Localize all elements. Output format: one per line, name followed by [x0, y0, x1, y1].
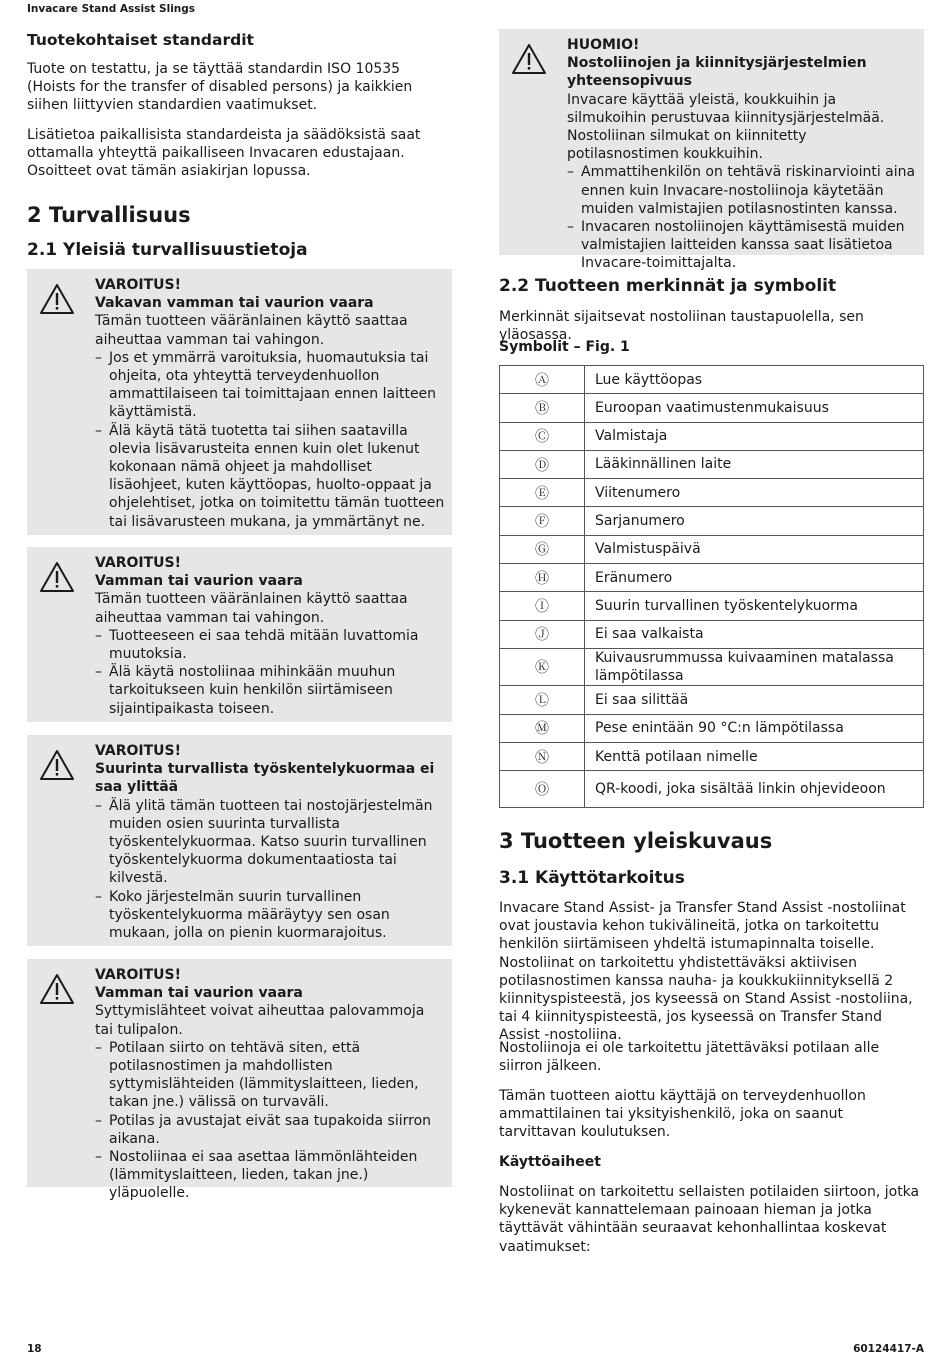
- symbol-label: Lääkinnällinen laite: [585, 450, 924, 478]
- standards-paragraph-1: Tuote on testattu, ja se täyttää standardin ISO 10535 (Hoists for the transfer of disabled persons) ja kaikkien siihen liittyvien standardien vaatimukset.: [27, 61, 413, 114]
- warning-bullet: – Potilas ja avustajat eivät saa tupakoida siirron aikana.: [95, 1112, 432, 1147]
- notice-label: HUOMIO!: [567, 37, 640, 53]
- symbol-row: [500, 479, 924, 507]
- symbol-label: Ei saa valkaista: [585, 620, 924, 648]
- warning-text: Syttymislähteet voivat aiheuttaa palovammoja tai tulipalon.: [95, 1003, 425, 1038]
- warning-triangle-icon: [39, 973, 75, 1005]
- section-3-title: 3 Tuotteen yleiskuvaus: [499, 829, 773, 853]
- symbol-label: Valmistuspäivä: [585, 535, 924, 563]
- warning-title: Vamman tai vaurion vaara: [95, 573, 303, 590]
- warning-text: Tämän tuotteen vääränlainen käyttö saattaa aiheuttaa vamman tai vahingon.: [95, 313, 408, 348]
- warning-title: Vamman tai vaurion vaara: [95, 985, 303, 1002]
- symbol-caption: Symbolit – Fig. 1: [499, 339, 630, 355]
- section-2-1-title: 2.1 Yleisiä turvallisuustietoja: [27, 240, 308, 260]
- symbol-key: Ⓕ: [500, 507, 585, 535]
- warning-box: [27, 959, 452, 1202]
- warning-triangle-icon: [511, 43, 547, 75]
- symbol-label: Pese enintään 90 °C:n lämpötilassa: [585, 714, 924, 742]
- notice-bullet: – Ammattihenkilön on tehtävä riskinarviointi aina ennen kuin Invacare-nostoliinoja käytetään muiden valmistajien potilasnostinten kanssa.: [567, 164, 916, 217]
- warning-box: [27, 269, 452, 535]
- symbol-row: [500, 564, 924, 592]
- warning-label: VAROITUS!: [95, 743, 181, 759]
- symbol-label: Sarjanumero: [585, 507, 924, 535]
- symbol-key: Ⓒ: [500, 422, 585, 450]
- symbol-label: Valmistaja: [585, 422, 924, 450]
- indications-paragraph: Nostoliinat on tarkoitettu sellaisten potilaiden siirtoon, jotka kykenevät kannattelemaan painoaan hieman ja jotka täyttävät vähintään seuraavat kehonhallintaa koskevat vaatimukset:: [499, 1184, 920, 1255]
- symbol-label: Ei saa silittää: [585, 686, 924, 714]
- symbol-row: [500, 742, 924, 770]
- symbol-key: Ⓝ: [500, 742, 585, 770]
- symbol-label: Eränumero: [585, 564, 924, 592]
- notice-bullet: – Invacaren nostoliinojen käyttämisestä muiden valmistajien laitteiden kanssa saat lisätietoa Invacare-toimittajalta.: [567, 219, 905, 272]
- warning-bullet: – Älä käytä nostoliinaa mihinkään muuhun tarkoitukseen kuin henkilön siirtämiseen sijaintipaikasta toiseen.: [95, 664, 396, 717]
- symbol-row: [500, 507, 924, 535]
- symbol-row: [500, 686, 924, 714]
- warning-bullet: – Jos et ymmärrä varoituksia, huomautuksia tai ohjeita, ota yhteyttä terveydenhuollon ammattilaiseen tai toimittajaan ennen laitteen käyttämistä.: [95, 349, 437, 421]
- intended-use-paragraph-3: Tämän tuotteen aiottu käyttäjä on terveydenhuollon ammattilainen tai yksityishenkilö, joka on saanut tarvittavan koulutuksen.: [499, 1088, 866, 1141]
- symbol-row: [500, 620, 924, 648]
- symbol-key: Ⓜ: [500, 714, 585, 742]
- warning-label: VAROITUS!: [95, 555, 181, 571]
- symbol-row: [500, 592, 924, 620]
- symbol-key: Ⓗ: [500, 564, 585, 592]
- standards-heading: Tuotekohtaiset standardit: [27, 31, 254, 49]
- symbol-key: Ⓙ: [500, 620, 585, 648]
- warning-bullet: – Älä käytä tätä tuotetta tai siihen saatavilla olevia lisävarusteita ennen kuin olet lukenut kokonaan nämä ohjeet ja mahdolliset lisäohjeet, kuten käyttöopas, huolto-oppaat ja ohjelehtiset, jotka on toimitettu tämän tuotteen tai lisävarusteen mukana, ja ymmärtänyt ne.: [95, 422, 445, 530]
- symbol-label: Kuivausrummussa kuivaaminen matalassa lämpötilassa: [585, 648, 924, 685]
- warning-box: [27, 547, 452, 722]
- notice-text: Invacare käyttää yleistä, koukkuihin ja silmukoihin perustuvaa kiinnitysjärjestelmää. Nostoliinan silmukat on kiinnitetty potilasnostimen koukkuihin.: [567, 91, 885, 163]
- warning-bullet: – Koko järjestelmän suurin turvallinen työskentelykuorma määräytyy sen osan mukaan, jolla on pienin kuormarajoitus.: [95, 888, 390, 942]
- section-2-2-title: 2.2 Tuotteen merkinnät ja symbolit: [499, 276, 837, 296]
- warning-bullet: – Tuotteeseen ei saa tehdä mitään luvattomia muutoksia.: [95, 627, 419, 663]
- section-3-1-title: 3.1 Käyttötarkoitus: [499, 868, 685, 888]
- symbol-label: Lue käyttöopas: [585, 366, 924, 394]
- page-number: 18: [27, 1343, 42, 1355]
- document-code: 60124417-A: [853, 1343, 924, 1355]
- symbol-label: Kenttä potilaan nimelle: [585, 742, 924, 770]
- warning-triangle-icon: [39, 561, 75, 593]
- symbol-row: [500, 450, 924, 478]
- warning-triangle-icon: [39, 283, 75, 315]
- symbol-key: Ⓛ: [500, 686, 585, 714]
- warning-box: [27, 735, 452, 946]
- symbol-row: [500, 366, 924, 394]
- warning-bullet: – Potilaan siirto on tehtävä siten, että potilasnostimen ja mahdollisten syttymislähteiden (lämmityslaitteen, lieden, takan jne.) välissä on turvaväli.: [95, 1039, 419, 1111]
- symbol-key: Ⓞ: [500, 771, 585, 808]
- symbol-row: [500, 648, 924, 685]
- symbol-key: Ⓐ: [500, 366, 585, 394]
- standards-paragraph-2: Lisätietoa paikallisista standardeista ja säädöksistä saat ottamalla yhteyttä paikalliseen Invacaren edustajaan. Osoitteet ovat tämän asiakirjan lopussa.: [27, 127, 421, 180]
- symbol-key: Ⓘ: [500, 592, 585, 620]
- symbol-label: Euroopan vaatimustenmukaisuus: [585, 394, 924, 422]
- indications-heading: Käyttöaiheet: [499, 1154, 601, 1170]
- symbol-key: Ⓓ: [500, 450, 585, 478]
- symbol-row: [500, 714, 924, 742]
- warning-title: Vakavan vamman tai vaurion vaara: [95, 295, 374, 312]
- symbol-key: Ⓖ: [500, 535, 585, 563]
- symbol-row: [500, 422, 924, 450]
- warning-title: Suurinta turvallista työskentelykuormaa ei saa ylittää: [95, 761, 435, 796]
- warning-bullet: – Nostoliinaa ei saa asettaa lämmönlähteiden (lämmityslaitteen, lieden, takan jne.) yläpuolelle.: [95, 1149, 418, 1202]
- symbol-key: Ⓑ: [500, 394, 585, 422]
- symbol-label: Viitenumero: [585, 479, 924, 507]
- symbols-table: [499, 365, 924, 808]
- notice-title: Nostoliinojen ja kiinnitysjärjestelmien yhteensopivuus: [567, 55, 867, 90]
- section-2-title: 2 Turvallisuus: [27, 203, 191, 227]
- warning-triangle-icon: [39, 749, 75, 781]
- intended-use-paragraph-1: Invacare Stand Assist- ja Transfer Stand Assist -nostoliinat ovat joustavia kehon tukivälineitä, jotka on tarkoitettu henkilön siirtämiseen yhdeltä istumapinnalta toiselle. Nostoliinat on tarkoitettu yhdistettäväksi aktiivisen potilasnostimen kanssa nauha- ja koukkukiinnityksellä 2 kiinnityspisteestä, jos kyseessä on Stand Assist -nostoliina, tai 4 kiinnityspisteestä, jos kyseessä on Transfer Stand Assist -nostoliina.: [499, 900, 913, 1044]
- warning-text: Tämän tuotteen vääränlainen käyttö saattaa aiheuttaa vamman tai vahingon.: [95, 591, 408, 626]
- warning-label: VAROITUS!: [95, 277, 181, 293]
- symbol-label: Suurin turvallinen työskentelykuorma: [585, 592, 924, 620]
- symbol-key: Ⓚ: [500, 648, 585, 685]
- intended-use-paragraph-2: Nostoliinoja ei ole tarkoitettu jätettäväksi potilaan alle siirron jälkeen.: [499, 1040, 880, 1075]
- warning-label: VAROITUS!: [95, 967, 181, 983]
- symbol-row: [500, 771, 924, 808]
- symbol-row: [500, 535, 924, 563]
- warning-bullet: – Älä ylitä tämän tuotteen tai nostojärjestelmän muiden osien suurinta turvallista työskentelykuormaa. Katso suurin turvallinen työskentelykuorma dokumentaatiosta tai kilvestä.: [95, 797, 433, 887]
- symbol-key: Ⓔ: [500, 479, 585, 507]
- notice-box: [499, 29, 924, 272]
- page-header-title: Invacare Stand Assist Slings: [27, 3, 196, 15]
- symbol-row: [500, 394, 924, 422]
- section-2-2-text: Merkinnät sijaitsevat nostoliinan taustapuolella, sen yläosassa.: [499, 309, 864, 344]
- symbol-label: QR-koodi, joka sisältää linkin ohjevideoon: [585, 771, 924, 808]
